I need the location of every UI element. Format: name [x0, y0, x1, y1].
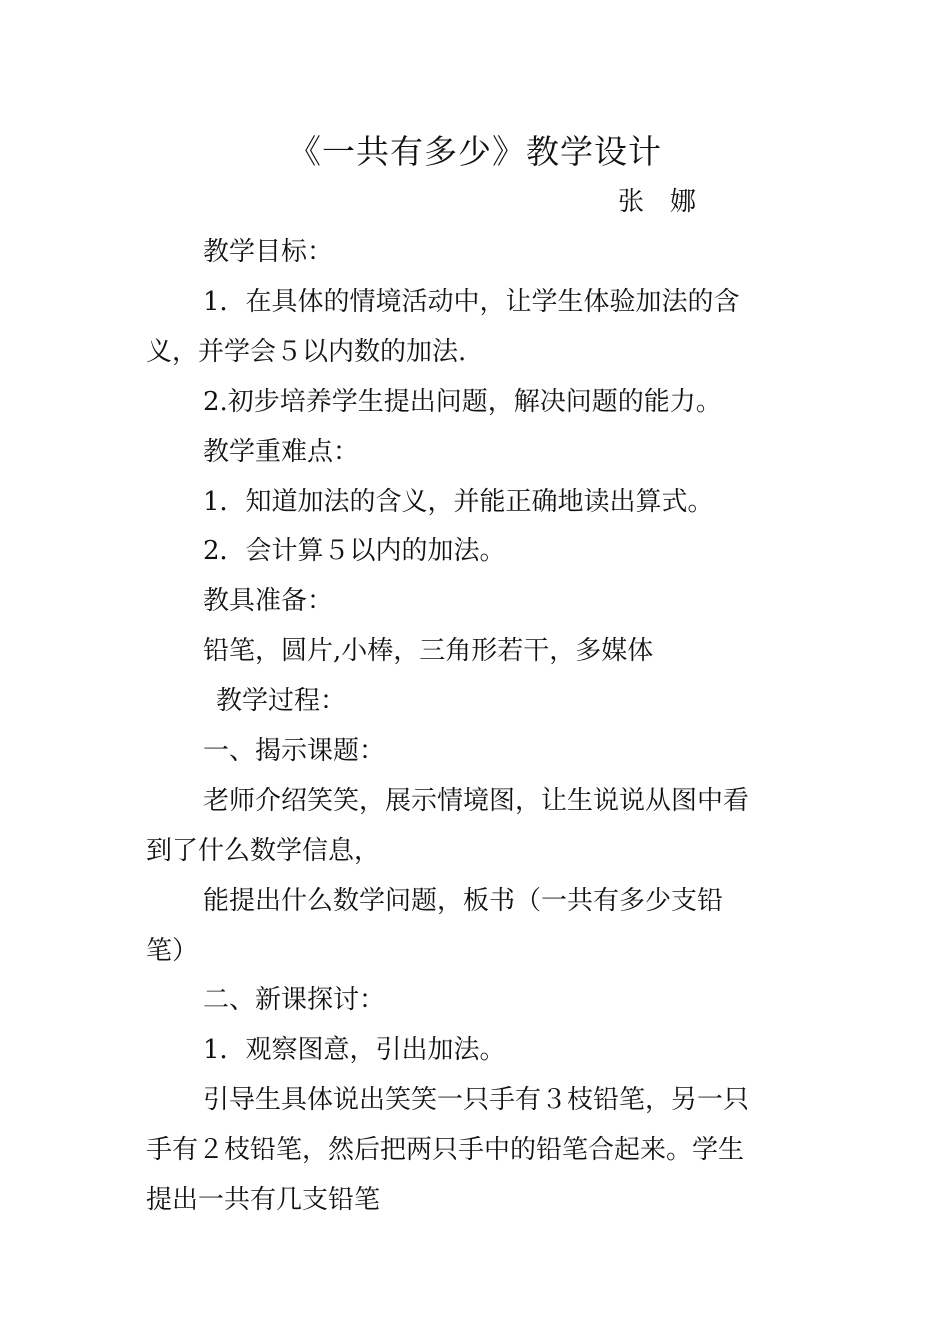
step-2-text-line-2: 手有２枝铅笔，然后把两只手中的铅笔合起来。学生 [146, 1135, 745, 1165]
key-point-2: 2．会计算５以内的加法。 [203, 536, 506, 566]
key-point-1: 1．知道加法的含义，并能正确地读出算式。 [203, 487, 714, 517]
materials-list: 铅笔，圆片,小棒，三角形若干，多媒体 [203, 636, 654, 666]
step-2-text-line-3: 提出一共有几支铅笔 [146, 1185, 381, 1215]
section-heading-materials: 教具准备： [203, 586, 334, 616]
objective-1-line-2: 义，并学会５以内数的加法. [146, 337, 467, 367]
objective-1-line-1: 1．在具体的情境活动中，让学生体验加法的含 [203, 287, 740, 317]
section-heading-process: 教学过程： [216, 686, 347, 716]
document-title: 《一共有多少》教学设计 [288, 132, 662, 171]
objective-2: 2.初步培养学生提出问题，解决问题的能力。 [203, 387, 722, 417]
step-1-text-line-3: 能提出什么数学问题，板书（一共有多少支铅 [203, 886, 724, 916]
step-1-heading: 一、揭示课题： [203, 736, 386, 766]
step-2-text-line-1: 引导生具体说出笑笑一只手有３枝铅笔，另一只 [203, 1085, 750, 1115]
section-heading-key-points: 教学重难点： [203, 437, 360, 467]
step-1-text-line-4: 笔） [146, 936, 199, 966]
step-2-heading: 二、新课探讨： [203, 985, 386, 1015]
step-2-item-1: 1．观察图意，引出加法。 [203, 1035, 506, 1065]
author-name: 张 娜 [618, 187, 697, 217]
section-heading-objectives: 教学目标： [203, 237, 334, 267]
step-1-text-line-1: 老师介绍笑笑，展示情境图，让生说说从图中看 [203, 786, 750, 816]
step-1-text-line-2: 到了什么数学信息， [146, 836, 381, 866]
